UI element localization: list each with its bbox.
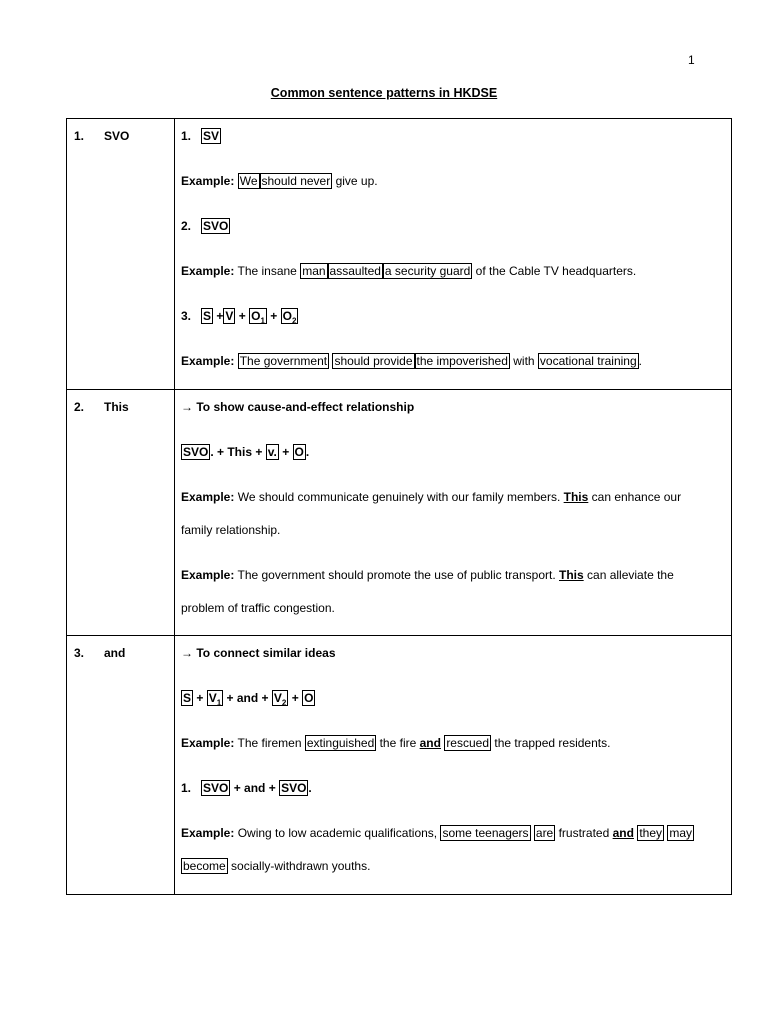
pattern-formula — [181, 443, 309, 461]
underlined-term: and — [612, 826, 634, 840]
row-label: This — [104, 400, 129, 414]
boxed-term: some teenagers — [442, 826, 529, 840]
example-text: can enhance our — [591, 490, 682, 504]
boxed-term: The government — [239, 354, 328, 368]
formula-text: . + This + — [210, 445, 263, 459]
pattern-sv — [181, 127, 221, 145]
example-line — [181, 599, 335, 617]
plus-sign: + — [238, 309, 246, 323]
boxed-term: $V_1$ — [208, 691, 222, 708]
boxed-term: extinguished — [306, 736, 375, 750]
plus-sign: + — [282, 445, 290, 459]
boxed-term: man — [302, 264, 326, 278]
boxed-term: $V_2$ — [273, 691, 287, 708]
underlined-term: This — [563, 490, 589, 504]
example-text: with — [513, 354, 535, 368]
pattern-svo — [181, 217, 230, 235]
example-line — [181, 262, 636, 280]
boxed-term: the impoverished — [416, 354, 508, 368]
example-text: The firemen — [237, 736, 302, 750]
underlined-term: This — [559, 568, 584, 582]
boxed-term: assaulted — [329, 264, 381, 278]
example-line — [181, 172, 378, 190]
plus-sign: + — [291, 691, 299, 705]
boxed-term: SVO — [203, 781, 229, 795]
boxed-term: v. — [267, 445, 277, 459]
section-heading: → To show cause-and-effect relationship — [181, 400, 415, 414]
boxed-term: become — [183, 859, 226, 873]
example-text: can alleviate the — [587, 568, 674, 582]
table-row — [67, 635, 731, 895]
row-label: SVO — [104, 129, 130, 143]
page-title: Common sentence patterns in HKDSE — [270, 86, 498, 100]
boxed-term: vocational training — [539, 354, 637, 368]
example-line — [181, 488, 681, 506]
example-text: We should communicate genuinely with our family members. — [237, 490, 561, 504]
example-label: Example: — [181, 736, 235, 750]
example-text: family relationship. — [181, 523, 281, 537]
row-number: 2. — [74, 400, 85, 414]
example-text: the trapped residents. — [494, 736, 611, 750]
example-line — [181, 566, 674, 584]
formula-text: + and + — [226, 691, 269, 705]
example-text: give up. — [335, 174, 378, 188]
example-label: Example: — [181, 826, 235, 840]
boxed-term: SV — [203, 129, 220, 143]
table-row — [67, 119, 731, 389]
plus-sign: + — [196, 691, 204, 705]
boxed-term: SVO — [281, 781, 307, 795]
example-label: Example: — [181, 354, 235, 368]
row-label: and — [104, 646, 126, 660]
boxed-term: We — [239, 174, 258, 188]
boxed-term: O — [304, 691, 314, 705]
section-heading: → To connect similar ideas — [181, 646, 336, 660]
pattern-svo-and-svo — [181, 779, 312, 797]
boxed-term: should provide — [334, 354, 413, 368]
example-text: frustrated — [558, 826, 610, 840]
example-label: Example: — [181, 490, 235, 504]
table-row — [67, 389, 731, 636]
boxed-term: SVO — [183, 445, 209, 459]
example-text: of the Cable TV headquarters. — [475, 264, 637, 278]
list-index: 1. — [181, 129, 192, 143]
example-text: problem of traffic congestion. — [181, 601, 335, 615]
pattern-formula — [181, 689, 315, 712]
list-index: 3. — [181, 309, 192, 323]
boxed-term: rescued — [446, 736, 490, 750]
plus-sign: + — [270, 309, 278, 323]
example-text: The government should promote the use of public transport. — [237, 568, 556, 582]
example-label: Example: — [181, 264, 235, 278]
example-text: the fire — [379, 736, 417, 750]
boxed-term: should never — [261, 174, 331, 188]
plus-sign: + — [216, 309, 224, 323]
example-line — [181, 857, 370, 875]
example-line — [181, 734, 610, 752]
row-number: 3. — [74, 646, 85, 660]
formula-text: + and + — [233, 781, 276, 795]
boxed-term: S — [203, 309, 212, 323]
example-text: Owing to low academic qualifications, — [237, 826, 438, 840]
boxed-term: O — [294, 445, 304, 459]
boxed-term: they — [639, 826, 662, 840]
formula-text: . — [305, 445, 310, 459]
example-line — [181, 352, 642, 370]
list-index: 1. — [181, 781, 192, 795]
page-number: 1 — [688, 53, 695, 67]
list-index: 2. — [181, 219, 192, 233]
boxed-term: S — [183, 691, 192, 705]
example-line — [181, 521, 280, 539]
boxed-term: $O_2$ — [282, 309, 297, 326]
boxed-term: may — [669, 826, 693, 840]
example-line — [181, 824, 694, 842]
boxed-term: V — [225, 309, 234, 323]
boxed-term: a security guard — [384, 264, 471, 278]
example-text: The insane — [237, 264, 297, 278]
formula-text: . — [308, 781, 312, 795]
underlined-term: and — [419, 736, 441, 750]
row-number: 1. — [74, 129, 85, 143]
example-text: socially-withdrawn youths. — [231, 859, 371, 873]
boxed-term: SVO — [203, 219, 229, 233]
boxed-term: $O_1$ — [251, 309, 265, 326]
patterns-table — [66, 118, 732, 895]
example-label: Example: — [181, 568, 235, 582]
example-text: . — [638, 354, 642, 368]
boxed-term: are — [535, 826, 554, 840]
pattern-svoo — [181, 307, 298, 330]
example-label: Example: — [181, 174, 235, 188]
